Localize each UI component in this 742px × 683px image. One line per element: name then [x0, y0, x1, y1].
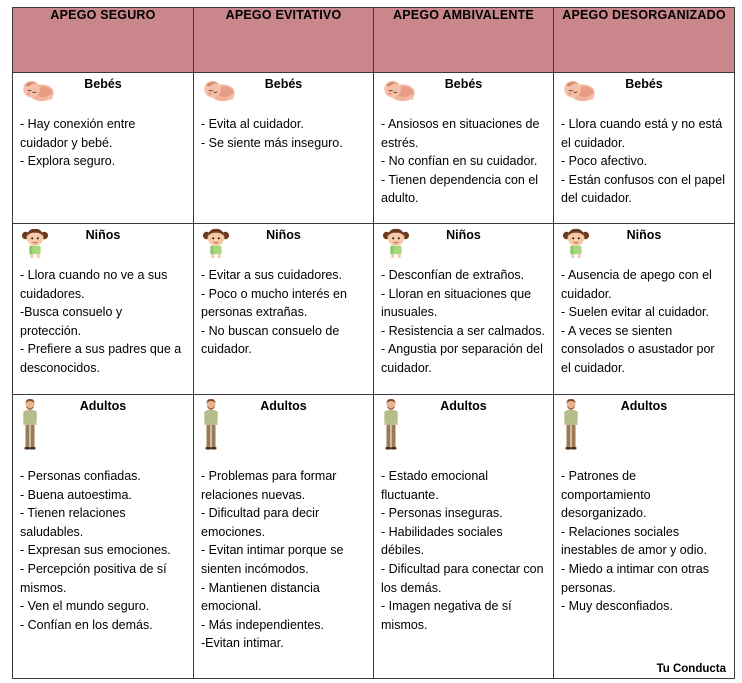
attachment-types-table [12, 7, 735, 679]
man-standing-icon [21, 398, 39, 452]
trait-item: - Resistencia a ser calmados. [381, 323, 545, 338]
trait-list [20, 266, 186, 378]
girl-icon [202, 227, 230, 259]
trait-list [561, 467, 727, 616]
section-title-children: Niños [626, 228, 662, 242]
source-credit: Tu Conducta [656, 663, 726, 675]
man-standing-icon [562, 398, 580, 452]
cell-disorganized-babies [554, 73, 735, 224]
trait-list [381, 266, 546, 378]
cell-avoidant-adults [194, 395, 374, 679]
trait-item: - Se siente más inseguro. [201, 135, 343, 150]
section-title-adults: Adultos [620, 399, 668, 413]
cell-secure-children [13, 224, 194, 395]
cell-avoidant-babies [194, 73, 374, 224]
trait-item: - Tienen dependencia con el adulto. [381, 172, 539, 206]
trait-item: - Habilidades sociales débiles. [381, 524, 503, 558]
cell-ambivalent-babies [374, 73, 554, 224]
trait-item: - Llora cuando no ve a sus cuidadores. [20, 268, 168, 301]
trait-item: - Más independientes. [201, 617, 324, 632]
girl-icon [562, 227, 590, 259]
trait-item: - Imagen negativa de sí mismos. [381, 599, 512, 632]
trait-item: - No confían en su cuidador. [381, 154, 538, 169]
trait-item: - Hay conexión entre cuidador y bebé. [20, 117, 136, 150]
section-title-babies: Bebés [625, 77, 663, 91]
section-title-adults: Adultos [79, 399, 127, 413]
cell-secure-adults [13, 395, 194, 679]
sleeping-baby-icon [21, 79, 55, 103]
cell-disorganized-children [554, 224, 735, 395]
header-secure: APEGO SEGURO [13, 8, 194, 73]
man-standing-icon [202, 398, 220, 452]
trait-item: -Busca consuelo y protección. [20, 305, 123, 338]
trait-item: - Mantienen distancia emocional. [201, 580, 320, 614]
section-title-adults: Adultos [440, 399, 487, 413]
trait-list [561, 115, 727, 208]
header-disorganized: APEGO DESORGANIZADO [554, 8, 735, 73]
trait-item: - Expresan sus emociones. [20, 543, 171, 558]
trait-item: - Explora seguro. [20, 154, 116, 169]
cell-ambivalent-adults [374, 395, 554, 679]
trait-list [201, 467, 366, 653]
trait-item: - Angustia por separación del cuidador. [381, 342, 543, 375]
section-title-children: Niños [85, 228, 121, 242]
trait-list [201, 115, 366, 152]
section-title-babies: Bebés [84, 77, 122, 91]
section-title-babies: Bebés [264, 77, 303, 91]
header-avoidant: APEGO EVITATIVO [194, 8, 374, 73]
trait-list [201, 266, 366, 359]
trait-item: - Confían en los demás. [20, 617, 153, 632]
cell-avoidant-children [194, 224, 374, 395]
trait-item: - Desconfían de extraños. [381, 268, 525, 282]
girl-icon [382, 227, 410, 259]
cell-ambivalent-children [374, 224, 554, 395]
section-title-adults: Adultos [260, 399, 307, 413]
trait-item: - Buena autoestima. [20, 487, 132, 502]
trait-item: - Relaciones sociales inestables de amor y odio. [561, 524, 707, 558]
section-title-children: Niños [266, 228, 301, 242]
sleeping-baby-icon [562, 79, 596, 103]
trait-list [20, 467, 186, 634]
trait-item: - Problemas para formar relaciones nuevas. [201, 469, 337, 502]
trait-item: - Evita al cuidador. [201, 117, 304, 131]
trait-item: - No buscan consuelo de cuidador. [201, 323, 340, 357]
trait-item: - Percepción positiva de sí mismos. [20, 561, 167, 595]
header-ambivalent: APEGO AMBIVALENTE [374, 8, 554, 73]
sleeping-baby-icon [202, 79, 236, 103]
trait-item: - Tienen relaciones saludables. [20, 506, 126, 539]
trait-list [561, 266, 727, 378]
trait-item: - Llora cuando está y no está el cuidador. [561, 117, 723, 150]
girl-icon [21, 227, 49, 259]
trait-item: - Prefiere a sus padres que a desconocidos. [20, 342, 182, 375]
section-title-children: Niños [446, 228, 481, 242]
section-title-babies: Bebés [444, 77, 483, 91]
trait-item: - Personas confiadas. [20, 469, 141, 483]
sleeping-baby-icon [382, 79, 416, 103]
trait-item: - Evitan intimar porque se sienten incómodos. [201, 543, 344, 576]
trait-item: - Poco o mucho interés en personas extrañas. [201, 286, 347, 320]
trait-item: -Evitan intimar. [201, 636, 284, 651]
trait-item: - Evitar a sus cuidadores. [201, 268, 343, 282]
trait-item: - Lloran en situaciones que inusuales. [381, 286, 532, 320]
trait-item: - Dificultad para decir emociones. [201, 506, 320, 539]
trait-list [20, 115, 186, 171]
trait-item: - Poco afectivo. [561, 154, 648, 169]
trait-list [381, 115, 546, 208]
trait-item: - Ausencia de apego con el cuidador. [561, 268, 712, 301]
trait-item: - A veces se sienten consolados o asustador por el cuidador. [561, 323, 715, 375]
trait-item: - Están confusos con el papel del cuidador. [561, 172, 725, 206]
trait-list [381, 467, 546, 634]
trait-item: - Estado emocional fluctuante. [381, 469, 489, 502]
cell-disorganized-adults [554, 395, 735, 679]
trait-item: - Ven el mundo seguro. [20, 599, 150, 614]
trait-item: - Suelen evitar al cuidador. [561, 305, 710, 320]
man-standing-icon [382, 398, 400, 452]
trait-item: - Patrones de comportamiento desorganizado. [561, 469, 651, 521]
trait-item: - Muy desconfiados. [561, 599, 673, 614]
trait-item: - Ansiosos en situaciones de estrés. [381, 117, 540, 150]
trait-item: - Miedo a intimar con otras personas. [561, 561, 709, 595]
cell-secure-babies [13, 73, 194, 224]
trait-item: - Dificultad para conectar con los demás. [381, 561, 544, 595]
trait-item: - Personas inseguras. [381, 506, 503, 521]
